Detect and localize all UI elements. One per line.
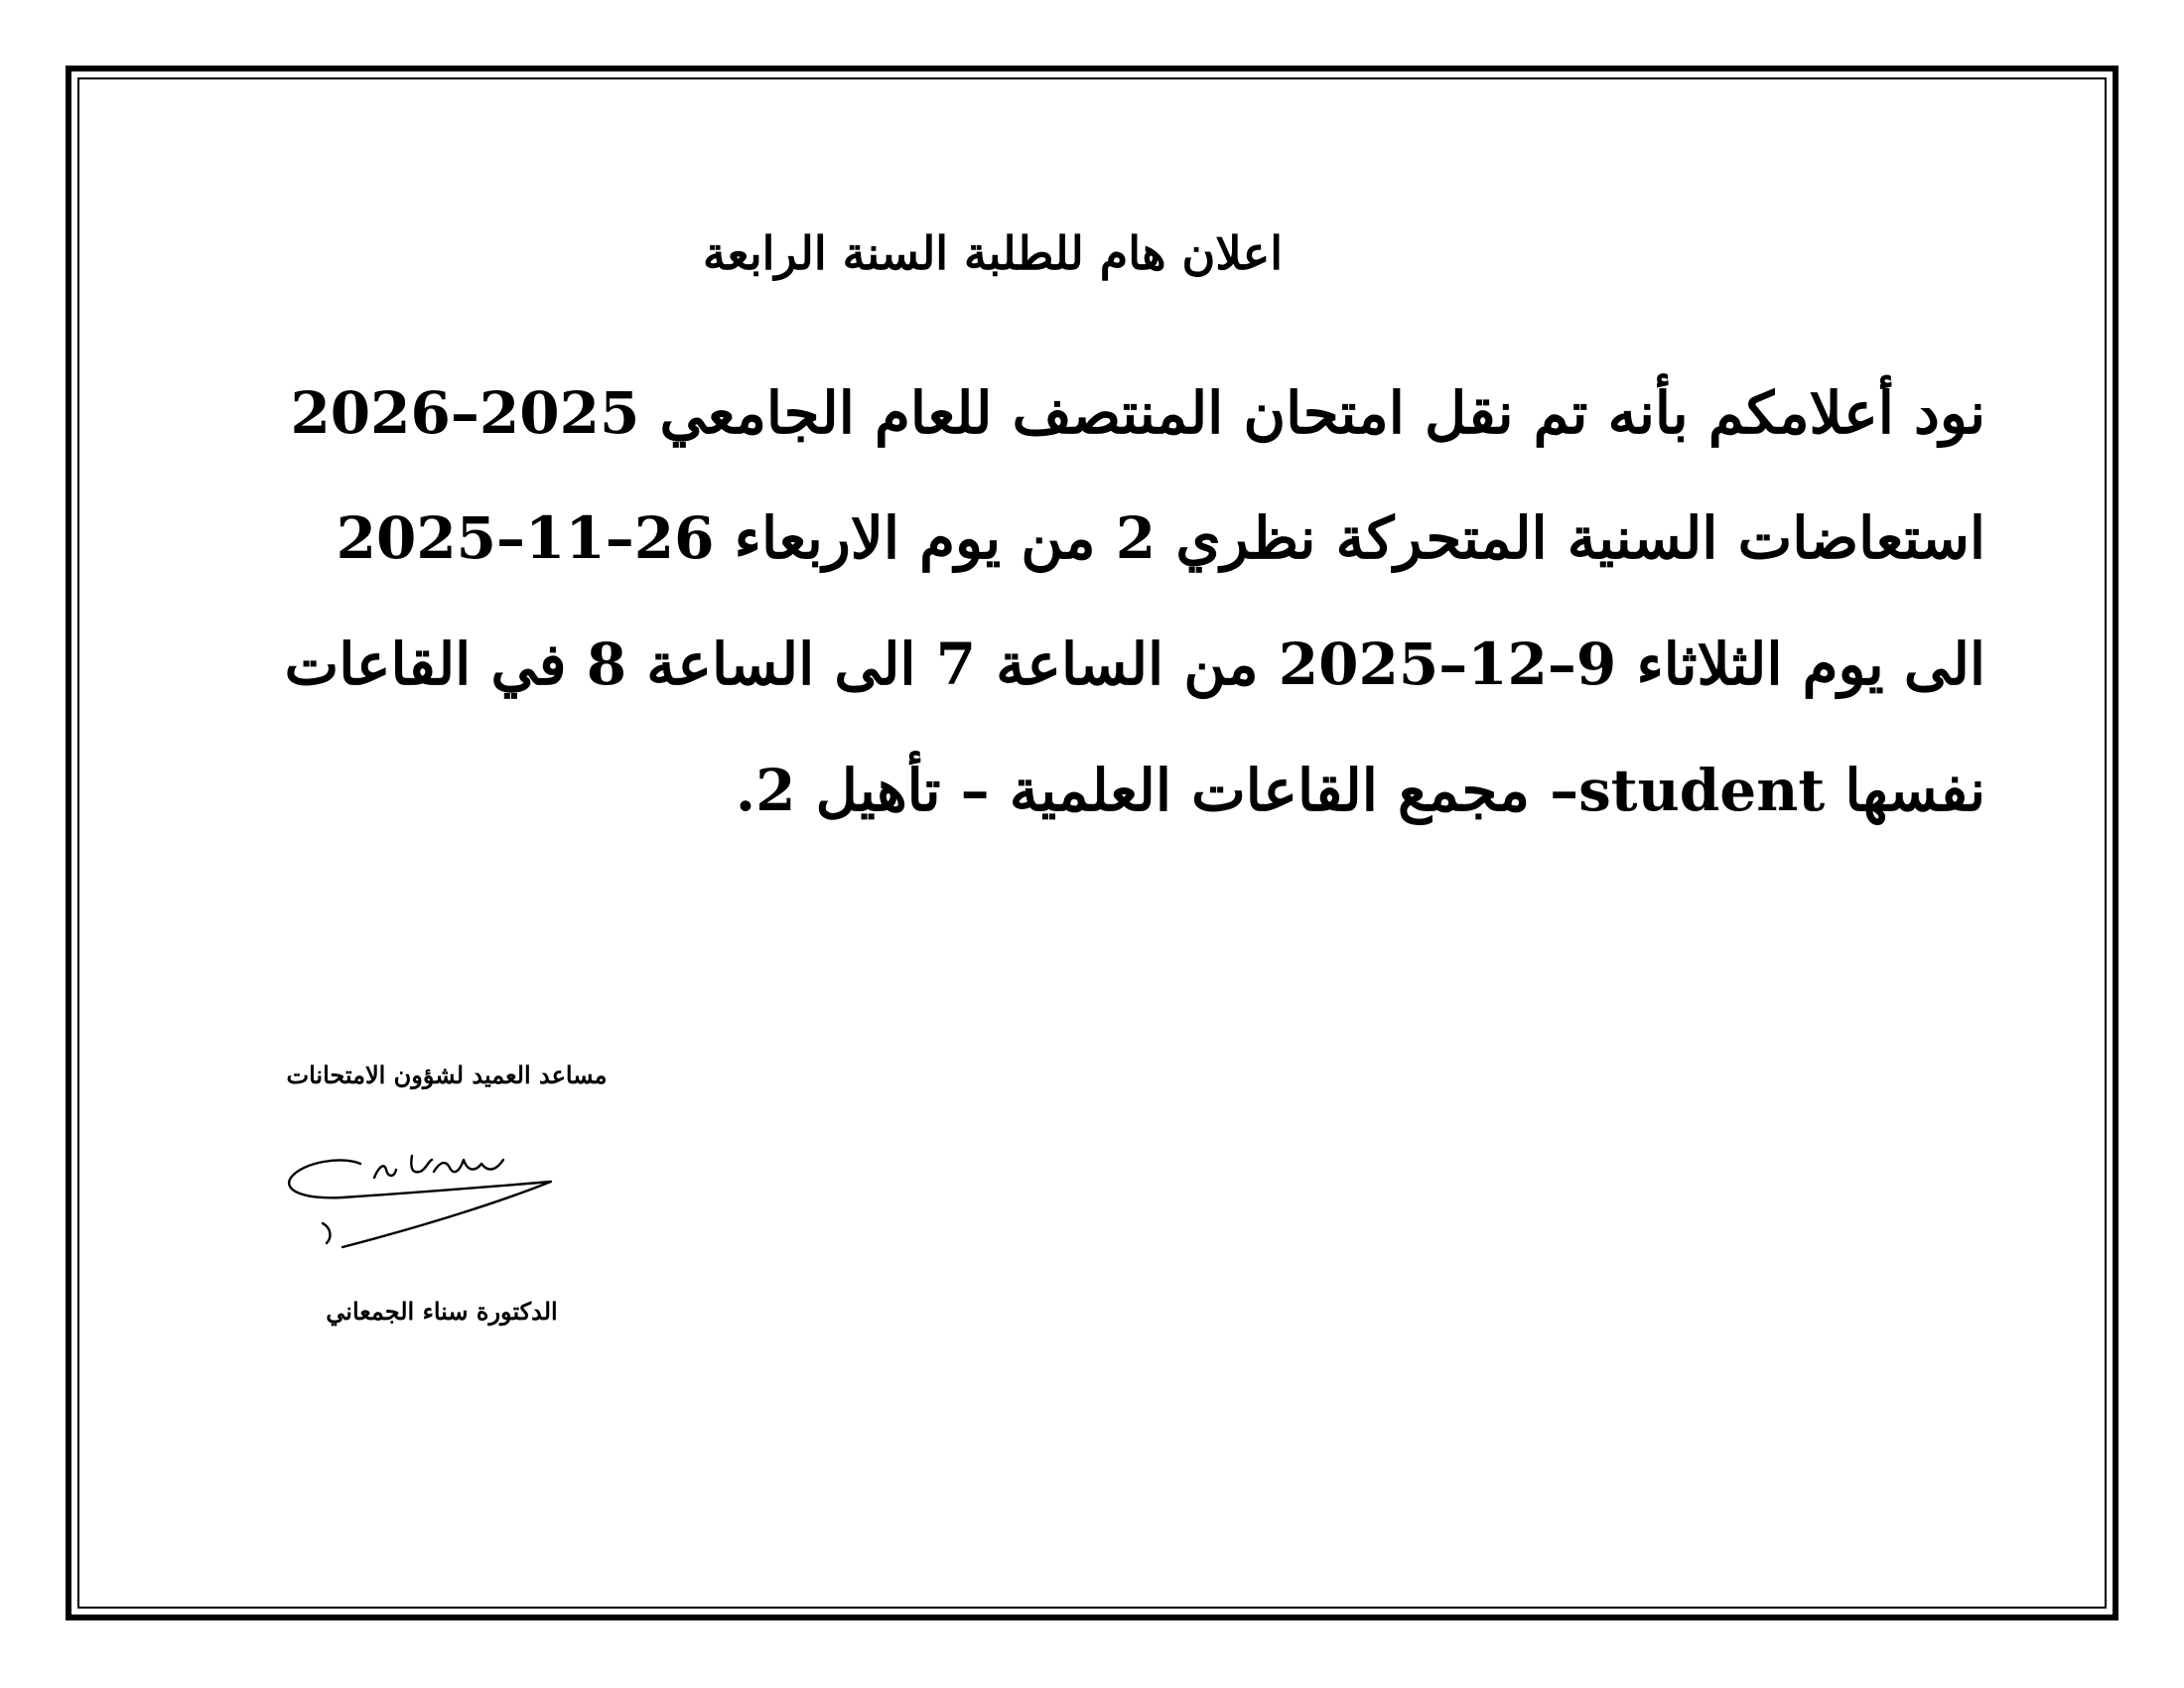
page-border-inner bbox=[77, 77, 2107, 1609]
announcement-line-3: الى يوم الثلاثاء 9–12–2025 من الساعة 7 الى الساعة 8 في القاعات bbox=[284, 631, 1985, 698]
handwritten-signature bbox=[283, 1142, 561, 1251]
announcement-line-1: نود أعلامكم بأنه تم نقل امتحان المنتصف للعام الجامعي 2025–2026 bbox=[290, 379, 1985, 447]
announcement-title: اعلان هام للطلبة السنة الرابعة bbox=[702, 226, 1283, 280]
announcement-line-2: استعاضات السنية المتحركة نظري 2 من يوم الاربعاء 26–11–2025 bbox=[336, 504, 1985, 572]
signatory-role: مساعد العميد لشؤون الامتحانات bbox=[286, 1060, 608, 1089]
announcement-line-4: نفسها student– مجمع القاعات العلمية – تأهيل 2. bbox=[735, 757, 1985, 824]
signatory-name: الدكتورة سناء الجمعاني bbox=[326, 1297, 558, 1326]
